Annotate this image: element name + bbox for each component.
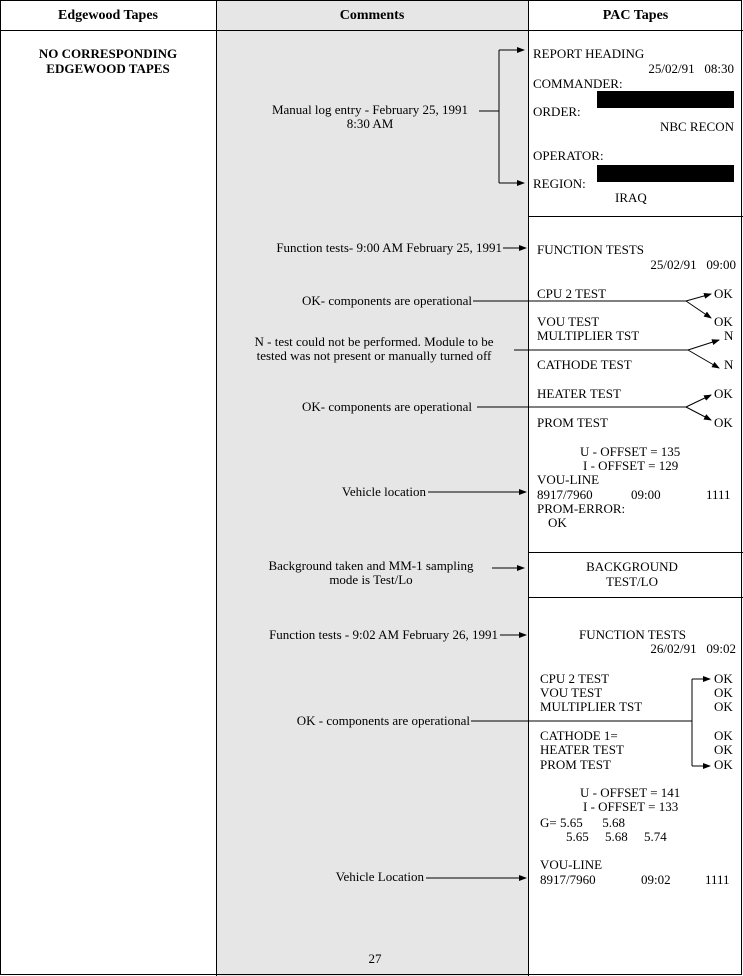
- pac-function-tests-1-title: FUNCTION TESTS: [537, 242, 645, 257]
- pac-cathode-test-1: CATHODE TEST: [537, 357, 632, 372]
- comment-manual-log-line1: Manual log entry - February 25, 1991: [271, 102, 469, 117]
- redaction-operator: [597, 165, 734, 182]
- pac-region-label: REGION:: [533, 176, 586, 191]
- pac-ok-prom-1: OK: [714, 415, 733, 430]
- pac-ok-cathode-2: OK: [714, 728, 733, 743]
- pac-u-offset-2: U - OFFSET = 141: [580, 785, 681, 800]
- pac-i-offset-1: I - OFFSET = 129: [583, 458, 679, 473]
- pac-report-heading: REPORT HEADING: [533, 46, 645, 61]
- pac-i-offset-2: I - OFFSET = 133: [583, 799, 679, 814]
- pac-prom-test-1: PROM TEST: [537, 415, 608, 430]
- comment-vehicle-location-2: Vehicle Location: [335, 869, 424, 884]
- pac-n-multiplier: N: [724, 328, 734, 343]
- pac-operator-label: OPERATOR:: [533, 148, 604, 163]
- pac-ok-cpu2-2: OK: [714, 671, 733, 686]
- header-pac: PAC Tapes: [602, 8, 669, 23]
- comment-vehicle-location-1: Vehicle location: [341, 484, 426, 499]
- pac-background-mode: TEST/LO: [606, 574, 658, 589]
- pac-vou-test-1: VOU TEST: [537, 314, 600, 329]
- comment-n-line2: tested was not present or manually turned off: [256, 348, 492, 363]
- pac-function-tests-1-datetime: 25/02/91 09:00: [650, 257, 736, 272]
- pac-report-datetime: 25/02/91 08:30: [648, 61, 734, 76]
- pac-ok-vou-2: OK: [714, 685, 733, 700]
- pac-cathode-2: CATHODE 1=: [540, 728, 618, 743]
- comment-ok-operational-1: OK- components are operational: [301, 293, 472, 308]
- pac-heater-test-1: HEATER TEST: [537, 386, 621, 401]
- pac-cpu2-test-1: CPU 2 TEST: [537, 286, 607, 301]
- pac-loc-coords-2: 8917/7960: [540, 872, 596, 887]
- pac-ok-multiplier-2: OK: [714, 699, 733, 714]
- pac-ok-heater-2: OK: [714, 742, 733, 757]
- pac-multiplier-tst-2: MULTIPLIER TST: [540, 699, 643, 714]
- redaction-commander: [597, 91, 734, 108]
- pac-multiplier-tst-1: MULTIPLIER TST: [537, 328, 640, 343]
- pac-order-label: ORDER:: [533, 104, 581, 119]
- pac-ok-cpu2-1: OK: [714, 286, 733, 301]
- pac-loc-coords-1: 8917/7960: [537, 487, 593, 502]
- pac-background-title: BACKGROUND: [586, 559, 678, 574]
- comment-n-line1: N - test could not be performed. Module to be: [254, 334, 494, 349]
- pac-n-cathode: N: [724, 357, 734, 372]
- comment-ok-operational-2: OK- components are operational: [301, 399, 472, 414]
- pac-order-value: NBC RECON: [659, 119, 734, 134]
- pac-prom-error-1: PROM-ERROR:: [537, 501, 626, 516]
- pac-ok-heater-1: OK: [714, 386, 733, 401]
- edgewood-note-line1: NO CORRESPONDING: [38, 46, 178, 61]
- pac-cpu2-test-2: CPU 2 TEST: [540, 671, 610, 686]
- pac-ok-prom-2: OK: [714, 757, 733, 772]
- comment-function-tests-1: Function tests- 9:00 AM February 25, 1991: [276, 240, 502, 255]
- pac-function-tests-2-datetime: 26/02/91 09:02: [650, 641, 736, 656]
- pac-loc-code-1: 1111: [706, 487, 731, 502]
- pac-heater-test-2: HEATER TEST: [540, 742, 624, 757]
- pac-vou-test-2: VOU TEST: [540, 685, 603, 700]
- pac-loc-time-1: 09:00: [631, 487, 661, 502]
- comment-background-line2: mode is Test/Lo: [329, 572, 413, 587]
- pac-ok-vou-1: OK: [714, 314, 733, 329]
- pac-g-row1: G= 5.65 5.68: [540, 815, 625, 830]
- comment-manual-log-line2: 8:30 AM: [346, 116, 394, 131]
- pac-loc-code-2: 1111: [705, 872, 730, 887]
- pac-u-offset-1: U - OFFSET = 135: [580, 444, 681, 459]
- pac-loc-time-2: 09:02: [641, 872, 671, 887]
- pac-region-value: IRAQ: [615, 190, 647, 205]
- pac-vou-line-2: VOU-LINE: [540, 857, 603, 872]
- header-edgewood: Edgewood Tapes: [58, 8, 158, 23]
- pac-commander-label: COMMANDER:: [533, 76, 623, 91]
- pac-vou-line-1: VOU-LINE: [537, 472, 600, 487]
- pac-prom-test-2: PROM TEST: [540, 757, 611, 772]
- pac-prom-error-value-1: OK: [548, 515, 567, 530]
- page-number: 27: [368, 951, 382, 966]
- comment-ok-operational-3: OK - components are operational: [296, 713, 470, 728]
- pac-function-tests-2-title: FUNCTION TESTS: [579, 627, 687, 642]
- pac-g-row2: 5.65 5.68 5.74: [566, 829, 667, 844]
- header-comments: Comments: [339, 8, 405, 23]
- comment-background-line1: Background taken and MM-1 sampling: [268, 558, 474, 573]
- edgewood-note-line2: EDGEWOOD TAPES: [46, 61, 170, 76]
- comment-function-tests-2: Function tests - 9:02 AM February 26, 1991: [269, 627, 498, 642]
